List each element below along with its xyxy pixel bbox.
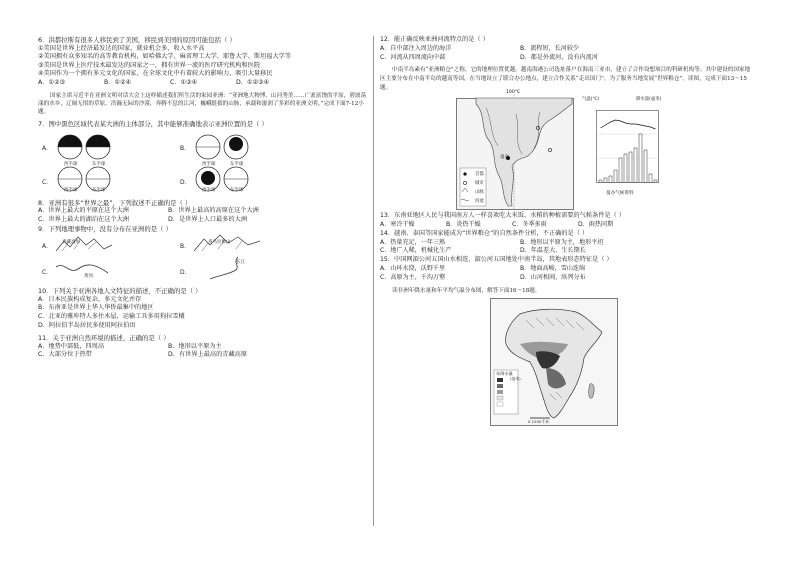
q9-stem: 9．下列地理事物中，没有分布在亚洲的是（ ） — [38, 224, 172, 233]
q9-label-c[interactable]: C． — [42, 269, 53, 277]
q12-option-b[interactable]: B．流程短，长河较少 — [520, 44, 580, 52]
q15-options-row1 — [380, 265, 752, 274]
q7-label-a[interactable]: A． — [42, 144, 53, 152]
q7-stem: 7．图中黑色区域代表某大洲的主体部分，其中能够准确地表示亚洲位置的是（ ） — [38, 120, 268, 129]
q7-hemisphere-a — [56, 133, 112, 161]
q13-options — [380, 221, 752, 230]
q15-option-d[interactable]: D．山河相间，纵列分布 — [520, 273, 586, 281]
q10-option-b[interactable]: B．东南亚是世界上华人华侨最集中的地区 — [38, 304, 154, 312]
q9-fig-a-text: 青藏高原 — [62, 240, 80, 246]
q6-item-2: ②美国拥有众多知名的高等教育机构，如哈佛大学、麻省理工大学、耶鲁大学、斯坦福大学等 — [38, 53, 292, 61]
q9-figure-c — [54, 259, 110, 281]
q11-option-c[interactable]: C．大部分位于热带 — [38, 351, 92, 359]
q7-d-east: 东半球 — [230, 187, 244, 193]
q12-options-row1 — [380, 45, 752, 54]
africa-legend-unit: (毫米) — [510, 376, 521, 382]
q6-option-d[interactable]: D．①②③④ — [236, 78, 270, 86]
q8-option-a[interactable]: A．世界上最大的平原在这个大洲 — [38, 207, 129, 215]
material-1: 国家主席习近平在亚洲文明对话大会上这样描述我们所生活的家园亚洲：“亚洲地大物博、山河秀美……广袤富饶的平原，碧波荡漾的水乡，辽阔无垠的草原，浩瀚无际的沙漠，奔腾不息的江河，巍峨挺拔的山脉，承载和滋润了多彩的亚洲文明。”完成下面7-12小题。 — [38, 92, 367, 115]
q6-item-3: ③美国是世界上医疗技术最发达的国家之一，拥有世界一流的医疗研究机构和医院 — [38, 61, 261, 69]
q10-option-d[interactable]: D．阿拉伯半岛居民多使用阿拉伯语 — [38, 321, 136, 329]
q15-option-b[interactable]: B．地面高峻，雪山连绵 — [520, 264, 586, 272]
q11-options-row2 — [38, 351, 368, 360]
q13-option-c[interactable]: C．冬季多雨 — [512, 220, 547, 228]
q6-item-1: ①美国是世界上经济最发达的国家，就业机会多，收入水平高 — [38, 44, 205, 52]
q8-stem: 8．亚洲有很多“世界之最”，下列叙述不正确的是（ ） — [38, 198, 192, 207]
q15-option-a[interactable]: A．山环水绕，沃野千里 — [380, 264, 446, 272]
q9-fig-c-text: 黄河 — [84, 274, 93, 280]
chart-temp-axis-title: 气温(℃) — [582, 97, 600, 103]
q14-option-a[interactable]: A．热量充足，一年三熟 — [380, 238, 446, 246]
map-legend-city: 城市 — [475, 181, 484, 187]
q15-options-row2 — [380, 274, 752, 283]
material-2: 中南半岛素有“亚洲粮仓”之称，它的地理位置优越。越南海港公司选址落户在海南三亚市，建立了合作设想项目的科研机构等。其中建设的国家地区主要分布在中南半岛的越南等国，在当地设立了联合办公地点，建立合作关系“走出国门”，为了服务当地发展“世界粮仓”。读图，完成下面13～15题。 — [380, 67, 751, 91]
q7-hemisphere-b — [194, 133, 250, 161]
map-legend-mountain: 山脉 — [475, 190, 484, 196]
q7-b-east: 东半球 — [230, 161, 244, 167]
q11-option-b[interactable]: B．地形以平原为主 — [168, 342, 222, 350]
map-legend-capital: 首都 — [475, 172, 484, 178]
q13-stem: 13．东南亚地区人民与我国南方人一样喜欢吃大米饭，水稻的种植需要的气候条件是（ ） — [380, 212, 625, 220]
africa-map — [490, 298, 618, 426]
indochina-figure — [380, 90, 752, 212]
q8-option-c[interactable]: C．世界上最大的湖泊在这个大洲 — [38, 215, 129, 223]
q14-options-row2 — [380, 247, 752, 256]
q12-stem: 12．能正确反映亚洲河流特点的是（ ） — [380, 36, 489, 43]
q10-option-a[interactable]: A．日本民族构成复杂，多元文化并存 — [38, 295, 142, 303]
indochina-map — [456, 94, 574, 210]
q8-option-d[interactable]: D．是世界上人口最多的大洲 — [168, 215, 248, 223]
q11-option-d[interactable]: D．有世界上最高的青藏高原 — [168, 351, 248, 359]
q15-option-c[interactable]: C．高原为主，千沟万壑 — [380, 273, 446, 281]
q7-figure — [38, 131, 368, 195]
q14-option-b[interactable]: B．地形以平原为主，地形平坦 — [520, 238, 604, 246]
q7-a-east: 东半球 — [92, 161, 106, 167]
q7-d-west: 西半球 — [202, 187, 216, 193]
q6-option-a[interactable]: A．①②③ — [38, 78, 66, 86]
q12-option-d[interactable]: D．都是外流河，没有内流河 — [520, 53, 598, 61]
material-3: 读非洲年降水量和年平均气温分布图，解答下面16～18题。 — [392, 287, 541, 294]
q12-option-c[interactable]: C．河流从四周流向中部 — [380, 53, 446, 61]
q6-options — [38, 79, 368, 88]
q14-option-d[interactable]: D．年温差大，生长期长 — [520, 247, 586, 255]
q13-option-a[interactable]: A．寒冷干燥 — [380, 220, 415, 228]
africa-figure — [380, 298, 752, 426]
q7-label-b[interactable]: B． — [180, 144, 191, 152]
right-column — [380, 36, 752, 426]
q7-c-west: 西半球 — [64, 187, 78, 193]
q12-option-a[interactable]: A．自中部注入周边的海洋 — [380, 44, 452, 52]
q6-item-4: ④美国作为一个拥有多元文化的国家，在全球文化中有着较大的影响力，吸引大量移民 — [38, 70, 273, 78]
q7-b-west: 西半球 — [202, 161, 216, 167]
map-legend-river: 河流 — [475, 199, 484, 205]
q6-option-b[interactable]: B．①②④ — [104, 78, 132, 86]
q11-options-row1 — [38, 343, 368, 352]
q9-label-a[interactable]: A． — [42, 243, 53, 251]
q9-label-d[interactable]: D． — [180, 269, 191, 277]
q7-c-east: 东半球 — [92, 187, 106, 193]
map-city-label: 曼谷 — [500, 155, 510, 161]
q10-option-c[interactable]: C．北亚的雅库特人多住木屋，运输工具多用狗拉雪橇 — [38, 312, 185, 320]
q8-option-b[interactable]: B．世界上最高的高原在这个大洲 — [168, 207, 259, 215]
map-longitude-label: 100°E — [506, 90, 520, 96]
q9-label-b[interactable]: B． — [180, 243, 191, 251]
left-column — [38, 36, 368, 360]
q14-option-c[interactable]: C．地广人稀，机械化生产 — [380, 247, 452, 255]
q6-stem: 6．洪都拉斯有很多人移民到了美国，移民到美国的原因可能包括（ ） — [38, 36, 236, 44]
q10-stem: 10．下列关于亚洲各地人文特征的描述，不正确的是（ ） — [38, 287, 202, 296]
africa-legend-title: 年降水量 — [496, 371, 513, 377]
q9-figure — [38, 233, 368, 283]
q7-a-west: 西半球 — [64, 161, 78, 167]
chart-precip-axis-title: 降水量(毫米) — [636, 97, 662, 103]
africa-scale: 0 1200千米 — [528, 419, 549, 425]
column-divider — [373, 36, 374, 526]
q7-label-d[interactable]: D． — [180, 178, 191, 186]
q6-option-c[interactable]: C．①③④ — [170, 78, 198, 86]
q13-option-b[interactable]: B．炎热干燥 — [446, 220, 481, 228]
q8-options-row1 — [38, 207, 368, 216]
chart-caption: 曼谷气候资料 — [606, 191, 634, 197]
q7-label-c[interactable]: C． — [42, 178, 53, 186]
q9-fig-b-text: 喜马拉雅山 — [208, 240, 231, 246]
q13-option-d[interactable]: D．雨热同期 — [578, 220, 614, 228]
q14-stem: 14．越南、泰国等国家能成为“世界粮仓”的自然条件分析，不正确的是（ ） — [380, 229, 589, 237]
q11-stem: 11．关于亚洲自然环境的描述，正确的是（ ） — [38, 334, 170, 343]
q8-options-row2 — [38, 216, 368, 225]
q11-option-a[interactable]: A．地势中部低，四周高 — [38, 342, 105, 350]
q15-stem: 15．中国网湄公河五国山水相连，湄公河五国地处中南半岛，其地表形态特征是（ ） — [380, 256, 613, 264]
q12-options-row2 — [380, 54, 752, 63]
q9-fig-d-text: 长江 — [236, 260, 245, 266]
